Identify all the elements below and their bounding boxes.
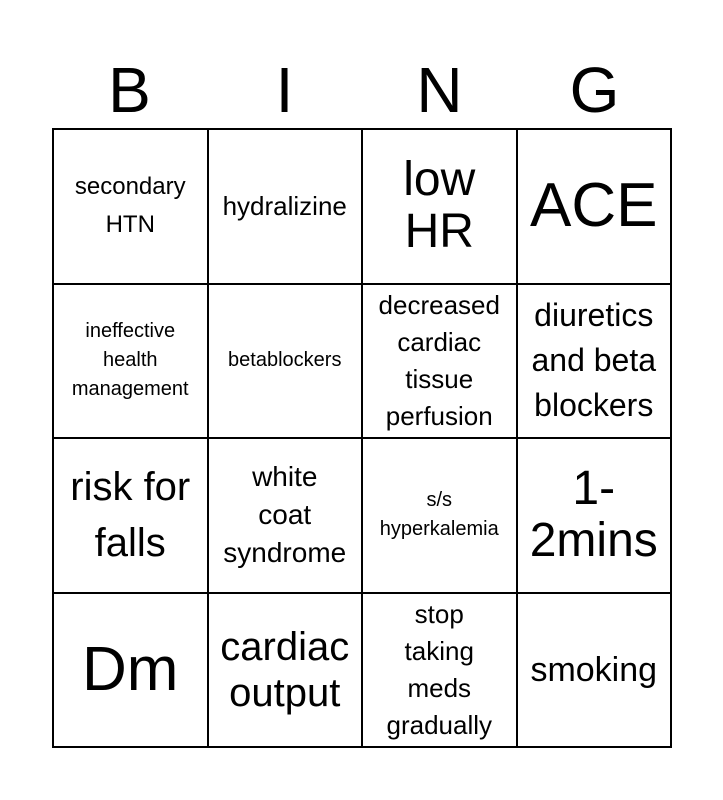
bingo-cell-r2c4[interactable] bbox=[517, 284, 672, 439]
cell-text: s/s hyperkalemia bbox=[379, 489, 499, 541]
cell-text: diuretics and beta blockers bbox=[531, 297, 657, 424]
bingo-cell-r4c1[interactable] bbox=[53, 593, 208, 748]
cell-text: risk for falls bbox=[70, 465, 191, 566]
header-letter-b: B bbox=[108, 54, 151, 126]
bingo-cell-r2c3[interactable] bbox=[362, 284, 517, 439]
cell-text: stop taking meds gradually bbox=[386, 598, 492, 740]
cell-text: ineffective health management bbox=[71, 320, 189, 401]
cell-text: decreased cardiac tissue perfusion bbox=[378, 289, 500, 431]
bingo-cell-r2c2[interactable] bbox=[208, 284, 363, 439]
bingo-cell-r4c2[interactable] bbox=[208, 593, 363, 748]
cell-text: hydralizine bbox=[222, 190, 347, 221]
bingo-cell-r3c1[interactable] bbox=[53, 438, 208, 593]
bingo-cell-r3c4[interactable] bbox=[517, 438, 672, 593]
bingo-cell-r4c3[interactable] bbox=[362, 593, 517, 748]
bingo-cell-r4c4[interactable] bbox=[517, 593, 672, 748]
cell-text: 1- 2mins bbox=[529, 462, 658, 568]
cell-text: low HR bbox=[403, 153, 476, 259]
cell-text: smoking bbox=[530, 650, 658, 689]
bingo-cell-r2c1[interactable] bbox=[53, 284, 208, 439]
cell-text: secondary HTN bbox=[74, 173, 186, 239]
bingo-board bbox=[52, 128, 672, 748]
bingo-cell-r1c2[interactable] bbox=[208, 129, 363, 284]
header-letter-i: I bbox=[275, 54, 294, 126]
cell-text: cardiac output bbox=[220, 624, 350, 715]
cell-text: betablockers bbox=[228, 349, 342, 372]
header-letter-n: N bbox=[416, 54, 463, 126]
cell-text: ACE bbox=[530, 171, 658, 241]
bingo-cell-r3c2[interactable] bbox=[208, 438, 363, 593]
bingo-header bbox=[52, 52, 672, 128]
header-letter-g: G bbox=[569, 54, 620, 126]
bingo-cell-r1c1[interactable] bbox=[53, 129, 208, 284]
cell-text: white coat syndrome bbox=[223, 461, 347, 569]
bingo-cell-r3c3[interactable] bbox=[362, 438, 517, 593]
bingo-cell-r1c3[interactable] bbox=[362, 129, 517, 284]
cell-text: Dm bbox=[82, 634, 179, 704]
bingo-cell-r1c4[interactable] bbox=[517, 129, 672, 284]
